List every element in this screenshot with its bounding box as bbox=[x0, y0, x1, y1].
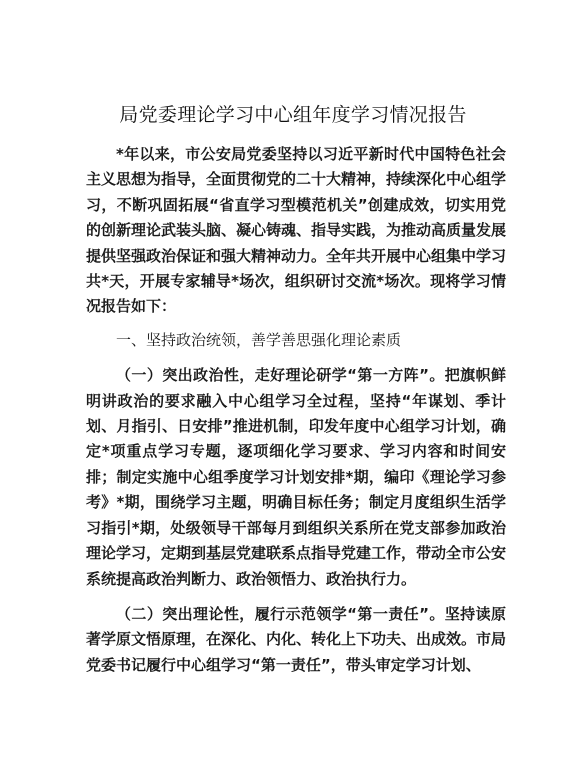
document-body bbox=[86, 142, 506, 678]
subsection-1-paragraph: （一）突出政治性，走好理论研学“第一方阵”。把旗帜鲜明讲政治的要求融入中心组学习全过程，坚持“年谋划、季计划、月指引、日安排”推进机制，印发年度中心组学习计划，确定*项重点学习专题，逐项细化学习要求、学习内容和时间安排；制定实施中心组季度学习计划安排*期，编印《理论学习参考》*期，围绕学习主题，明确目标任务；制定月度组织生活学习指引*期，处级领导干部每月到组织关系所在党支部参加政治理论学习，定期到基层党建联系点指导党建工作，带动全市公安系统提高政治判断力、政治领悟力、政治执行力。 bbox=[86, 366, 507, 588]
document-title: 局党委理论学习中心组年度学习情况报告 bbox=[119, 104, 467, 126]
subsection-2-paragraph: （二）突出理论性，履行示范领学“第一责任”。坚持读原著学原文悟原理，在深化、内化、转化上下功夫、出成效。市局党委书记履行中心组学习“第一责任”，带头审定学习计划、 bbox=[86, 604, 507, 674]
section-heading-1: 一、坚持政治统领，善学善思强化理论素质 bbox=[116, 330, 402, 349]
intro-paragraph: *年以来，市公安局党委坚持以习近平新时代中国特色社会主义思想为指导，全面贯彻党的二十大精神，持续深化中心组学习，不断巩固拓展“省直学习型模范机关”创建成效，切实用党的创新理论武装头脑、凝心铸魂、指导实践，为推动高质量发展提供坚强政治保证和强大精神动力。全年共开展中心组集中学习共*天，开展专家辅导*场次，组织研讨交流*场次。现将学习情况报告如下： bbox=[86, 145, 507, 316]
